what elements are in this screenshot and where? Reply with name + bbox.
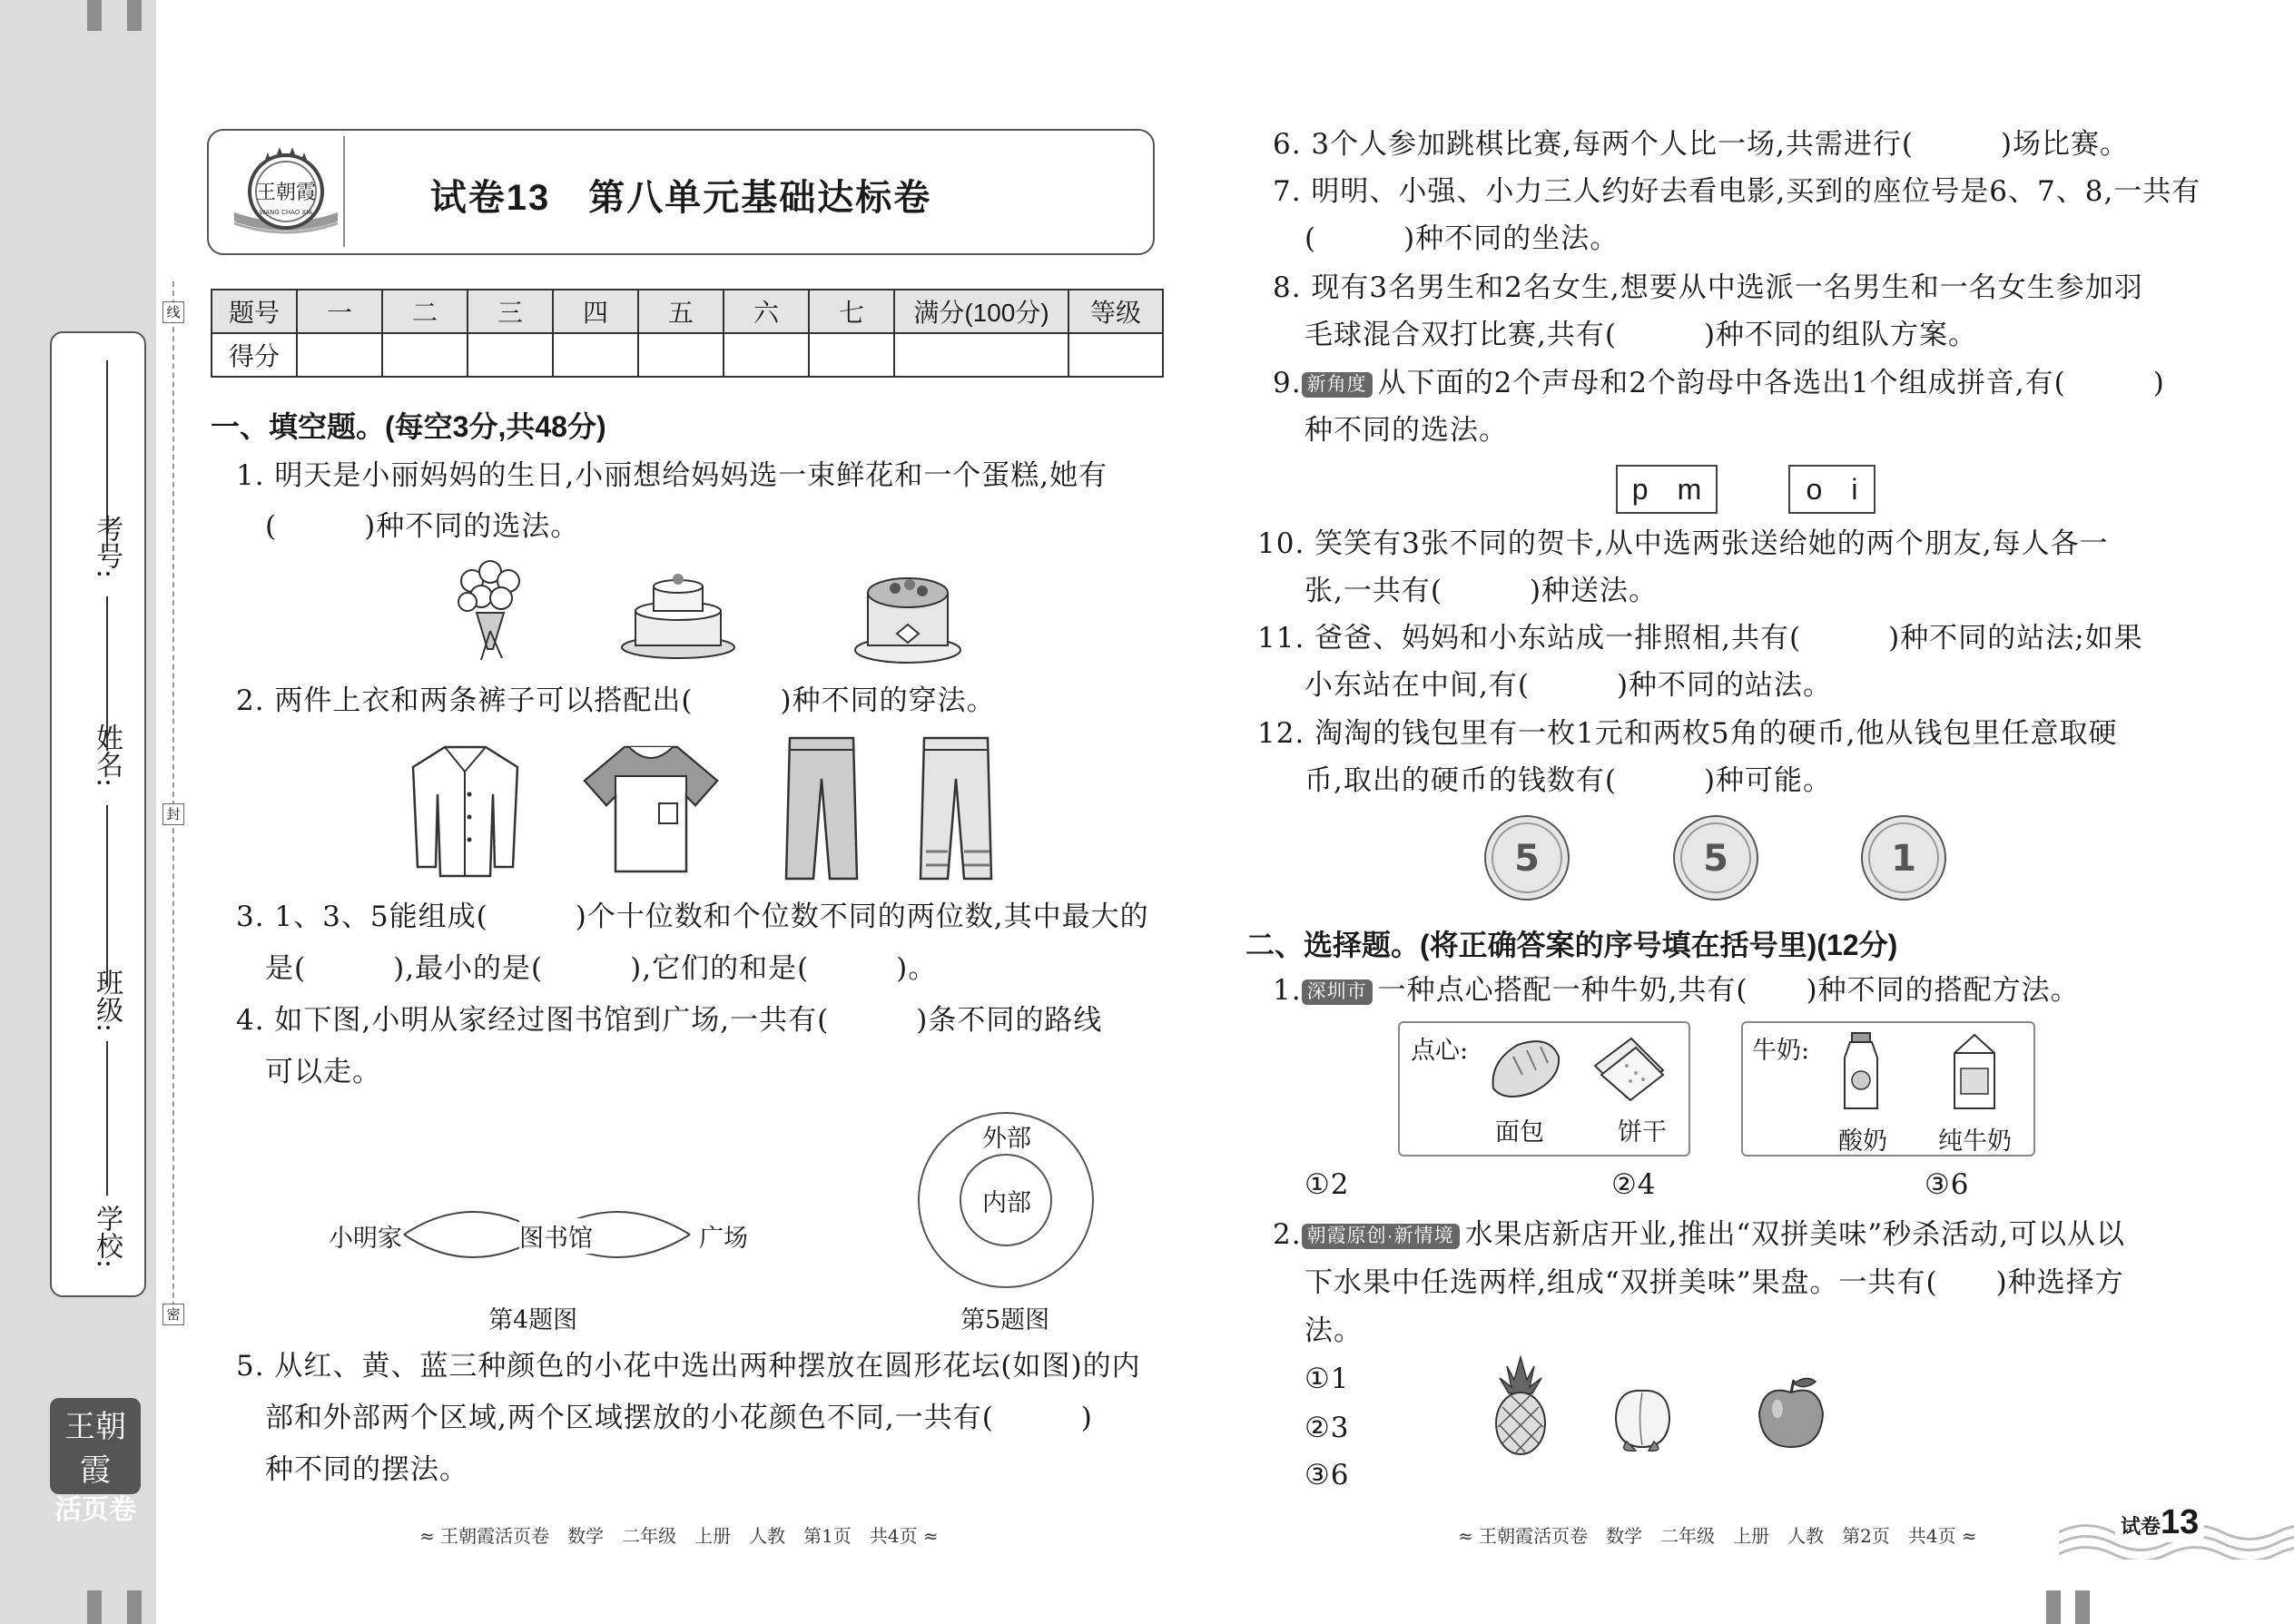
- score-cell: 四: [553, 290, 638, 333]
- choice-1-option-a[interactable]: ①2: [1305, 1168, 1350, 1201]
- svg-text:5: 5: [1514, 838, 1540, 880]
- coin-1-yuan-icon: [1858, 812, 1949, 903]
- question-1-line2: ( )种不同的选法。: [265, 510, 580, 543]
- score-cell: 等级: [1068, 290, 1163, 333]
- name-label: 姓名:: [91, 723, 123, 788]
- page-title: 试卷13 第八单元基础达标卷: [429, 178, 932, 218]
- score-blank[interactable]: [553, 333, 638, 377]
- question-4-line2: 可以走。: [265, 1056, 381, 1088]
- binding-bar: [87, 0, 102, 31]
- fig4-library-label: 图书馆: [519, 1218, 593, 1254]
- milk-label: 牛奶:: [1752, 1037, 1810, 1065]
- choice-2-option-c[interactable]: ③6: [1305, 1459, 1350, 1491]
- question-9-line1: [1273, 359, 2165, 408]
- question-3-line1: 3. 1、3、5能组成( )个十位数和个位数不同的两位数,其中最大的: [236, 901, 1149, 933]
- svg-text:王朝霞: 王朝霞: [255, 182, 317, 204]
- question-11-line2: 小东站在中间,有( )种不同的站法。: [1305, 669, 1833, 702]
- corner-number: 13: [2161, 1503, 2200, 1541]
- fig5-inner-label: 内部: [982, 1189, 1031, 1217]
- score-cell: 得分: [212, 333, 297, 377]
- fruit-cake-icon: [852, 561, 965, 665]
- cracker-icon: [1590, 1034, 1668, 1102]
- milk-box: [1741, 1021, 2035, 1156]
- question-9-text: 从下面的2个声母和2个韵母中各选出1个组成拼音,有( ): [1377, 367, 2165, 399]
- score-blank[interactable]: [382, 333, 468, 377]
- question-1-line1: 1. 明天是小丽妈妈的生日,小丽想给妈妈选一束鲜花和一个蛋糕,她有: [236, 459, 1108, 492]
- yogurt-label: 酸奶: [1838, 1127, 1887, 1156]
- original-tag: 朝霞原创·新情境: [1302, 1224, 1460, 1249]
- bread-label: 面包: [1495, 1118, 1544, 1147]
- binding-bar: [2075, 1590, 2090, 1624]
- score-blank[interactable]: [468, 333, 553, 377]
- question-5-line2: 部和外部两个区域,两个区域摆放的小花颜色不同,一共有( ): [265, 1402, 1093, 1434]
- score-table: [211, 289, 1164, 378]
- choice-2-line2: 下水果中任选两样,组成“双拼美味”果盘。一共有( )种选择方: [1305, 1266, 2124, 1299]
- binding-bar: [127, 0, 142, 31]
- cake-icon: [619, 570, 737, 661]
- score-table-row: [212, 333, 1163, 377]
- score-blank[interactable]: [297, 333, 382, 377]
- choice-2-number: 2.: [1273, 1218, 1302, 1251]
- student-info-panel: [50, 331, 146, 1297]
- brand-badge: [50, 1398, 141, 1525]
- cracker-label: 饼干: [1618, 1118, 1667, 1147]
- seal-mark: 封: [162, 803, 184, 825]
- new-angle-tag: 新角度: [1302, 372, 1373, 398]
- pineapple-icon: [1489, 1353, 1552, 1457]
- apple-icon: [1750, 1373, 1832, 1454]
- score-cell: 二: [382, 290, 468, 333]
- shenzhen-tag: 深圳市: [1302, 979, 1373, 1005]
- score-blank[interactable]: [894, 333, 1068, 377]
- fig4-caption: 第4题图: [488, 1306, 578, 1334]
- question-10-line1: 10. 笑笑有3张不同的贺卡,从中选两张送给她的两个朋友,每人各一: [1257, 527, 2109, 560]
- pinyin-finals-box: o i: [1788, 465, 1876, 514]
- seal-mark: 密: [162, 1304, 184, 1325]
- choice-1-option-c[interactable]: ③6: [1925, 1168, 1970, 1201]
- question-9-line2: 种不同的选法。: [1305, 414, 1508, 447]
- choice-2-option-b[interactable]: ②3: [1305, 1412, 1350, 1444]
- class-line: [106, 805, 108, 987]
- bread-icon: [1486, 1034, 1563, 1102]
- snack-box: [1398, 1021, 1690, 1156]
- score-cell: 一: [297, 290, 382, 333]
- question-12-line1: 12. 淘淘的钱包里有一枚1元和两枚5角的硬币,他从钱包里任意取硬: [1257, 717, 2118, 750]
- pants-icon: [783, 733, 860, 883]
- score-cell: 三: [468, 290, 553, 333]
- pants-icon: [917, 733, 994, 883]
- snack-label: 点心:: [1411, 1037, 1469, 1065]
- question-12-line2: 币,取出的硬币的钱数有( )种可能。: [1305, 764, 1833, 797]
- score-table-header: [212, 290, 1163, 333]
- seal-mark: 线: [162, 301, 184, 323]
- question-8-line1: 8. 现有3名男生和2名女生,想要从中选派一名男生和一名女生参加羽: [1273, 271, 2143, 304]
- binding-bar: [2046, 1590, 2061, 1624]
- yogurt-bottle-icon: [1841, 1030, 1882, 1112]
- section-2-heading: 二、选择题。(将正确答案的序号填在括号里)(12分): [1245, 929, 1898, 961]
- class-label: 班级:: [91, 969, 123, 1033]
- choice-2-text: 水果店新店开业,推出“双拼美味”秒杀活动,可以从以: [1464, 1218, 2125, 1251]
- coin-5-jiao-icon: [1670, 812, 1761, 903]
- score-cell: 满分(100分): [894, 290, 1068, 333]
- score-cell: 七: [809, 290, 894, 333]
- left-footer: ≈ 王朝霞活页卷 数学 二年级 上册 人教 第1页 共4页 ≈: [419, 1525, 939, 1547]
- question-4-line1: 4. 如下图,小明从家经过图书馆到广场,一共有( )条不同的路线: [236, 1004, 1103, 1037]
- question-8-line2: 毛球混合双打比赛,共有( )种不同的组队方案。: [1305, 319, 1978, 351]
- right-footer: ≈ 王朝霞活页卷 数学 二年级 上册 人教 第2页 共4页 ≈: [1458, 1525, 1977, 1547]
- id-label: 考号:: [91, 515, 123, 579]
- choice-1-line: [1273, 966, 2080, 1015]
- svg-text:5: 5: [1703, 838, 1728, 880]
- question-7-line1: 7. 明明、小强、小力三人约好去看电影,买到的座位号是6、7、8,一共有: [1273, 175, 2201, 208]
- peach-icon: [1609, 1382, 1677, 1454]
- brand-line1: 王朝霞: [64, 1409, 126, 1489]
- corner-label: 试卷: [2121, 1515, 2161, 1538]
- choice-1-option-b[interactable]: ②4: [1611, 1168, 1657, 1201]
- choice-2-line3: 法。: [1305, 1314, 1363, 1347]
- score-cell: 五: [638, 290, 724, 333]
- question-9-number: 9.: [1273, 367, 1302, 399]
- choice-1-text: 一种点心搭配一种牛奶,共有( )种不同的搭配方法。: [1377, 974, 2080, 1007]
- question-6: 6. 3个人参加跳棋比赛,每两个人比一场,共需进行( )场比赛。: [1273, 128, 2130, 161]
- choice-2-option-a[interactable]: ①1: [1305, 1363, 1350, 1395]
- question-11-line1: 11. 爸爸、妈妈和小东站成一排照相,共有( )种不同的站法;如果: [1257, 622, 2143, 655]
- fig5-outer-label: 外部: [982, 1125, 1031, 1153]
- svg-text:1: 1: [1891, 838, 1916, 880]
- question-5-line3: 种不同的摆法。: [265, 1453, 468, 1486]
- choice-2-line1: [1273, 1210, 2125, 1259]
- question-3-line2: 是( ),最小的是( ),它们的和是( )。: [265, 952, 938, 985]
- question-2: 2. 两件上衣和两条裤子可以搭配出( )种不同的穿法。: [236, 684, 996, 717]
- score-cell: 题号: [212, 290, 297, 333]
- shirt-icon: [404, 740, 527, 881]
- flower-bouquet-icon: [449, 558, 531, 663]
- brand-line2: 活页卷: [54, 1495, 136, 1525]
- pure-milk-label: 纯牛奶: [1938, 1127, 2012, 1156]
- score-blank[interactable]: [638, 333, 724, 377]
- pinyin-initials-box: p m: [1616, 465, 1718, 514]
- binding-bar: [87, 1590, 102, 1624]
- paper-number-label: [2115, 1503, 2204, 1542]
- choice-1-number: 1.: [1273, 974, 1302, 1007]
- question-5-line1: 5. 从红、黄、蓝三种颜色的小花中选出两种摆放在圆形花坛(如图)的内: [236, 1350, 1141, 1383]
- svg-text:WANG CHAO XIA: WANG CHAO XIA: [259, 209, 313, 216]
- score-blank[interactable]: [809, 333, 894, 377]
- score-blank[interactable]: [724, 333, 809, 377]
- title-box: [207, 129, 1155, 255]
- fig4-home-label: 小明家: [329, 1218, 402, 1254]
- milk-carton-icon: [1947, 1030, 2002, 1112]
- question-10-line2: 张,一共有( )种送法。: [1305, 575, 1659, 607]
- coin-5-jiao-icon: [1482, 812, 1572, 903]
- question-7-line2: ( )种不同的坐法。: [1305, 222, 1620, 255]
- binding-bar: [127, 1590, 142, 1624]
- t-shirt-icon: [579, 740, 723, 876]
- school-label: 学校:: [91, 1205, 123, 1269]
- fig5-caption: 第5题图: [960, 1306, 1050, 1334]
- score-cell: 六: [724, 290, 809, 333]
- fig4-square-label: 广场: [699, 1218, 748, 1254]
- score-blank[interactable]: [1068, 333, 1163, 377]
- section-1-heading: 一、填空题。(每空3分,共48分): [211, 410, 606, 443]
- school-line: [106, 1041, 108, 1196]
